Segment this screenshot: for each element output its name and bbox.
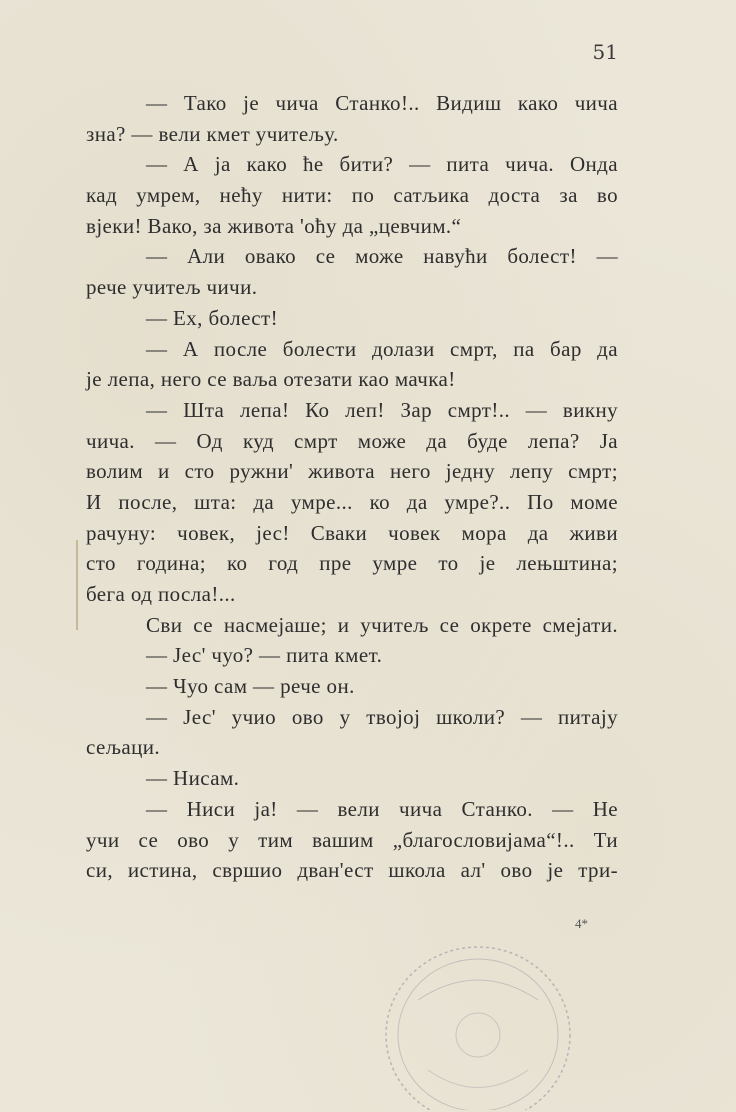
text-line: учи се ово у тим вашим „благословијама“!.. Ти xyxy=(86,827,618,852)
text-line: — Јес' чуо? — пита кмет. xyxy=(146,643,383,668)
body-text xyxy=(86,88,618,886)
text-line: сељаци. xyxy=(86,735,161,760)
text-line: И после, шта: да умре... ко да умре?.. По моме xyxy=(86,489,618,514)
text-line: — Ех, болест! xyxy=(146,305,278,330)
text-line: — Чуо сам — рече он. xyxy=(146,674,355,699)
text-line: — Шта лепа! Ко леп! Зар смрт!.. — викну xyxy=(146,397,618,422)
library-stamp-icon xyxy=(378,940,578,1110)
text-line: зна? — вели кмет учитељу. xyxy=(86,121,339,146)
text-line: вјеки! Вако, за живота 'оћу да „цевчим.“ xyxy=(86,213,462,238)
text-line: си, истина, свршио дван'ест школа ал' ово је три- xyxy=(86,858,618,883)
text-line: — Тако је чича Станко!.. Видиш како чича xyxy=(146,91,618,115)
text-line: — А ја како ће бити? — пита чича. Онда xyxy=(146,152,618,177)
text-line: — Нисам. xyxy=(146,766,240,791)
text-line: — Јес' учио ово у твојој школи? — питају xyxy=(146,704,618,729)
text-line: рачуну: човек, јес! Сваки човек мора да живи xyxy=(86,520,618,545)
text-line: — Ниси ја! — вели чича Станко. — Не xyxy=(146,796,618,821)
text-line: бега од посла!... xyxy=(86,582,236,606)
text-line: Сви се насмејаше; и учитељ се окрете смејати. xyxy=(146,612,618,637)
page-number: 51 xyxy=(592,40,618,64)
text-line: — Али овако се може навући болест! — xyxy=(146,244,618,269)
text-line: кад умрем, нећу нити: по сатљика доста за во xyxy=(86,183,618,208)
signature-mark: 4* xyxy=(575,916,588,931)
text-line: је лепа, него се ваља отезати као мачка! xyxy=(86,367,456,392)
text-line: чича. — Од куд смрт може да буде лепа? Ја xyxy=(86,428,618,453)
text-line: — А после болести долази смрт, па бар да xyxy=(146,336,618,361)
text-line: рече учитељ чичи. xyxy=(86,275,258,300)
text-line: сто година; ко год пре умре то је лењштина; xyxy=(86,551,618,576)
text-line: волим и сто ружни' живота него једну лепу смрт; xyxy=(86,459,618,484)
margin-mark xyxy=(76,540,78,630)
